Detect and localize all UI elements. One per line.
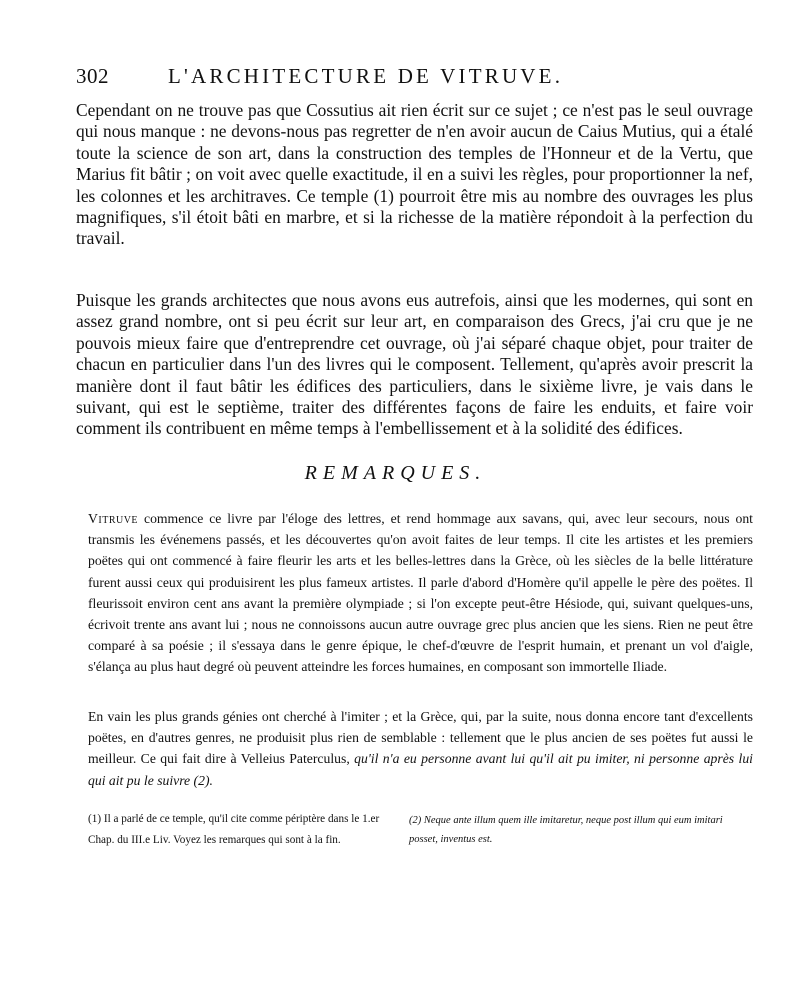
page-number: 302 [76,64,109,88]
body-paragraph-1: Cependant on ne trouve pas que Cossutius ait rien écrit sur ce sujet ; ce n'est pas le seul ouvrage qui nous manque : ne devons-nous pas regretter de n'en avoir aucun de Caius Mutius, qui a étalé toute la science de son art, dans la construction des temples de l'Honneur et de la Vertu, que Marius fit bâtir ; on voit avec quelle exactitude, il en a suivi les règles, pour proportionner la nef, les colonnes et les architraves. Ce temple (1) pourroit être mis au nombre des ouvrages les plus magnifiques, s'il étoit bâti en marbre, et si la richesse de la matière répondoit à la perfection du travail. [76,100,753,249]
remark-paragraph-2-text: En vain les plus grands génies ont cherché à l'imiter ; et la Grèce, qui, par la suite, nous donna encore tant d'excellents poëtes, en d'autres genres, ne produisit plus rien de semblable : tellement que le plus ancien de ses poëtes fut aussi le meilleur. Ce qui fait dire à Velleius Paterculus, [88,709,753,767]
page-header [76,64,638,90]
footnote-2: (2) Neque ante illum quem ille imitaretur, neque post illum qui eum imitari posset, inventus est. [409,815,723,845]
body-paragraph-2: Puisque les grands architectes que nous avons eus autrefois, ainsi que les modernes, qui sont en assez grand nombre, ont si peu écrit sur leur art, en comparaison des Grecs, j'ai cru que je ne pouvois mieux faire que d'entreprendre cet ouvrage, où j'ai séparé chaque objet, pour traiter de chacun en particulier dans l'un des livres qui le composent. Tellement, qu'après avoir prescrit la manière dont il faut bâtir les édifices des particuliers, dans le sixième livre, je vais dans le suivant, qui est le septième, traiter des différentes façons de faire les enduits, et faire voir comment ils contribuent en même temps à l'embellissement et à la solidité des édifices. [76,290,753,439]
remark-paragraph-1-text: commence ce livre par l'éloge des lettres, et rend hommage aux savans, qui, avec leur secours, nous ont transmis les événemens passés, et les découvertes qu'on avoit faites de leur temps. Il cite les artistes et les premiers poëtes qui ont commencé à faire fleurir les arts et les belles-lettres dans la Grèce, où les siècles de la belle littérature furent aussi ceux qui produisirent les plus fameux artistes. Il parle d'abord d'Homère qu'il appelle le père des poëtes. Il fleurissoit environ cent ans avant la première olympiade ; si l'on excepte peut-être Hésiode, qui, suivant quelques-uns, écrivoit trente ans avant lui ; nous ne connoissons aucun autre ouvrage grec plus ancien que les siens. Rien ne peut être comparé à sa poésie ; il s'essaya dans le genre épique, le chef-d'œuvre de l'esprit humain, et prenant un vol d'aigle, s'élança au plus haut degré où peuvent atteindre les forces humaines, en composant son immortelle Iliade. [88,511,753,675]
footnote-1: (1) Il a parlé de ce temple, qu'il cite comme périptère dans le 1.er Chap. du III.e Liv. Voyez les remarques qui sont à la fin. [88,813,380,846]
remarks-heading: REMARQUES. [304,462,487,484]
remark-paragraph-2 [88,706,753,791]
remark-quotation: qu'il n'a eu personne avant lui qu'il ait pu imiter, ni personne après lui qui ait pu le suivre (2). [88,751,753,788]
remark-paragraph-1 [88,508,753,678]
running-title: L'ARCHITECTURE DE VITRUVE. [168,64,564,88]
remark-lead-word: Vitruve [88,511,139,526]
